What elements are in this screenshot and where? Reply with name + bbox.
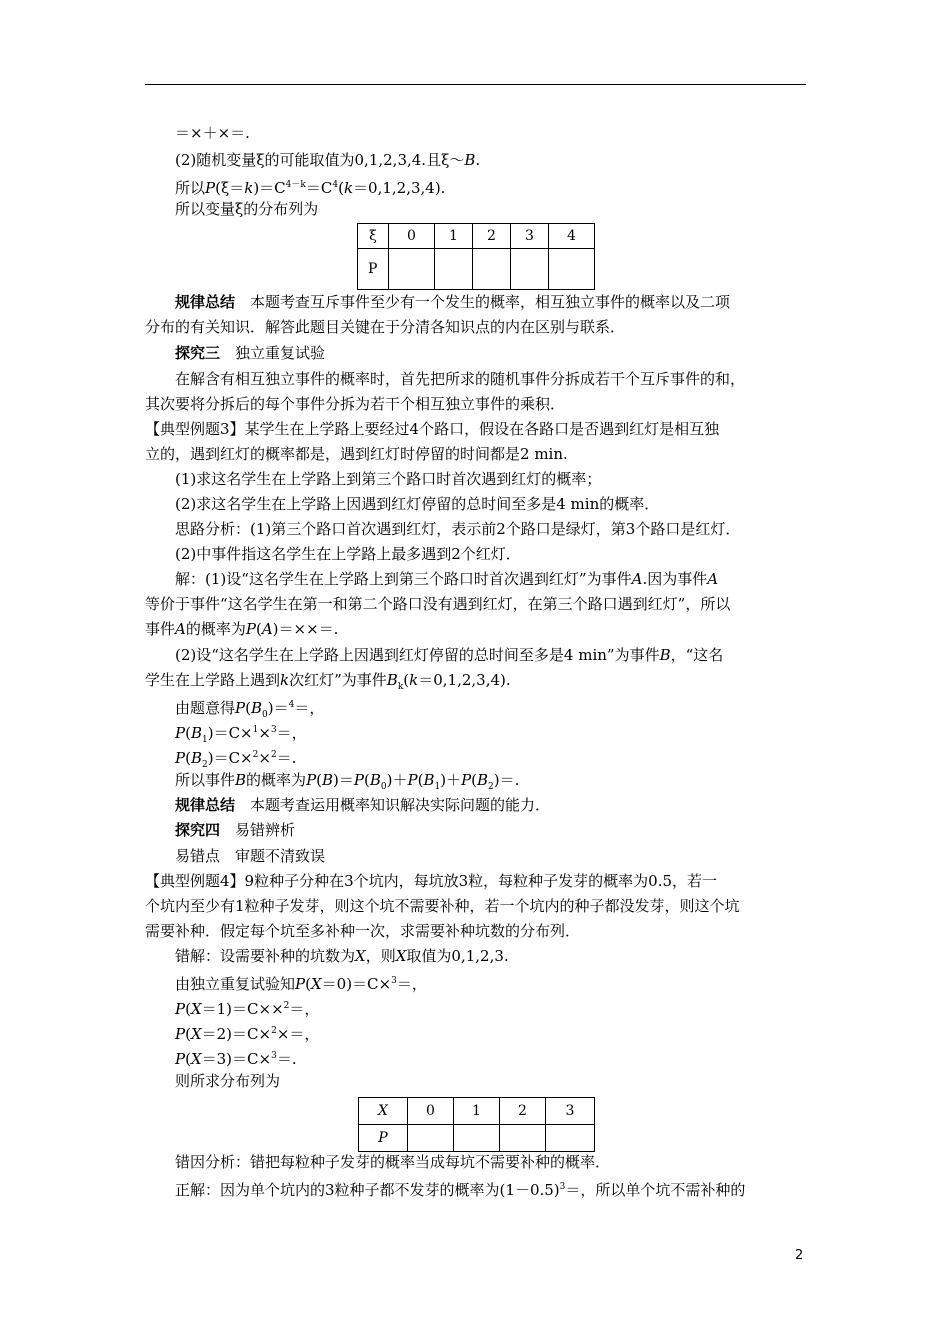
text-line: 需要补种．假定每个坑至多补种一次，求需要补种坑数的分布列． [145, 922, 581, 940]
text-line: 等价于事件“这名学生在第一和第二个路口没有遇到红灯，在第三个路口遇到红灯”，所以 [145, 595, 731, 613]
table-cell: 1 [454, 1098, 500, 1125]
table-cell: P [358, 249, 389, 290]
table-cell [389, 249, 435, 290]
equation-line: 由题意得$P(B_0)=^4=$， [175, 699, 325, 720]
section-heading: 探究四 易错辨析 [175, 821, 296, 839]
table-cell: P [359, 1125, 408, 1152]
equation-line: 所以事件B的概率为$P(B)=P(B_0)+P(B_1)+P(B_2)=$. [175, 771, 520, 792]
table-cell: ξ [358, 224, 389, 249]
text-line: 规律总结 本题考查运用概率知识解决实际问题的能力． [175, 796, 551, 814]
table-cell: 1 [435, 224, 473, 249]
header-rule [145, 84, 806, 85]
table-cell: 3 [546, 1098, 595, 1125]
distribution-table-xi [357, 223, 595, 290]
table-cell [511, 249, 549, 290]
equation-line: P(X＝1)＝C××$^2$＝， [175, 1000, 320, 1018]
table-cell: 2 [473, 224, 511, 249]
rule-summary-heading: 规律总结 [175, 293, 236, 311]
table-cell [473, 249, 511, 290]
table-cell: 3 [511, 224, 549, 249]
table-cell [408, 1125, 454, 1152]
table-cell: X [359, 1098, 408, 1125]
table-cell: 0 [408, 1098, 454, 1125]
distribution-table-x [358, 1097, 595, 1152]
text-line: (2)中事件指这名学生在上学路上最多遇到2个红灯． [175, 545, 521, 563]
text-line: 规律总结 本题考查互斥事件至少有一个发生的概率，相互独立事件的概率以及二项 [175, 293, 731, 311]
text-line: 个坑内至少有1粒种子发芽，则这个坑不需要补种，若一个坑内的种子都没发芽，则这个坑 [145, 897, 740, 915]
text-line: 在解含有相互独立事件的概率时，首先把所求的随机事件分拆成若干个互斥事件的和， [175, 370, 746, 388]
table-cell: 2 [500, 1098, 546, 1125]
text-line: (2)随机变量ξ的可能取值为0,1,2,3,4.且ξ～B. [175, 151, 481, 169]
equation-line: P(X＝3)＝C×$^3$＝. [175, 1050, 297, 1068]
text-line: 其次要将分拆后的每个事件分拆为若干个相互独立事件的乘积． [145, 395, 566, 413]
text-line: 【典型例题3】某学生在上学路上要经过4个路口，假设在各路口是否遇到红灯是相互独 [145, 420, 720, 438]
text-line: ＝×＋×＝. [175, 124, 250, 142]
text-line: 错解：设需要补种的坑数为X，则X取值为0,1,2,3. [175, 947, 509, 965]
text-line: 所以变量ξ的分布列为 [175, 200, 319, 218]
equation-line: $P(B_1)=C\times^1\times^3=$， [175, 724, 307, 745]
text-line: 易错点 审题不清致误 [175, 847, 326, 865]
section-heading: 探究三 独立重复试验 [175, 344, 326, 362]
table-cell [435, 249, 473, 290]
table-cell: 0 [389, 224, 435, 249]
table-cell [454, 1125, 500, 1152]
text-line: 所以$P(\xi=k)=C^{4-k}=C^4(k=0,1,2,3,4)$. [175, 179, 446, 197]
text-line: 事件A的概率为P(A)＝××＝. [145, 620, 339, 638]
text-line: (2)求这名学生在上学路上因遇到红灯停留的总时间至多是4 min的概率． [175, 495, 660, 513]
text-line: 正解：因为单个坑内的3粒种子都不发芽的概率为$(1-0.5)^3=$，所以单个坑不需补种的 [175, 1181, 746, 1199]
text-line: (1)求这名学生在上学路上到第三个路口时首次遇到红灯的概率； [175, 470, 602, 488]
text-line: 立的，遇到红灯的概率都是，遇到红灯时停留的时间都是2 min. [145, 445, 568, 463]
table-cell [546, 1125, 595, 1152]
rule-summary-heading: 规律总结 [175, 796, 236, 814]
text-line: 【典型例题4】9粒种子分种在3个坑内，每坑放3粒，每粒种子发芽的概率为0.5，若一 [145, 872, 718, 890]
text-line: 思路分析：(1)第三个路口首次遇到红灯，表示前2个路口是绿灯，第3个路口是红灯． [175, 520, 741, 538]
equation-line: P(X＝2)＝C×$^2$×＝， [175, 1025, 320, 1043]
text-line: (2)设“这名学生在上学路上因遇到红灯停留的总时间至多是4 min”为事件B，“这名 [175, 646, 724, 664]
text-line: 错因分析：错把每粒种子发芽的概率当成每坑不需要补种的概率． [175, 1153, 611, 1171]
text-line: 解：(1)设“这名学生在上学路上到第三个路口时首次遇到红灯”为事件A.因为事件A [175, 570, 719, 588]
equation-line: $P(B_2)=C\times^2\times^2=$. [175, 749, 297, 770]
text-line: 则所求分布列为 [175, 1072, 281, 1090]
table-cell [549, 249, 595, 290]
page-number: 2 [795, 1248, 804, 1263]
equation-line: 由独立重复试验知P(X＝0)＝C×$^3$＝， [175, 975, 427, 993]
table-cell [500, 1125, 546, 1152]
text-line: 分布的有关知识．解答此题目关键在于分清各知识点的内在区别与联系． [145, 318, 626, 336]
table-cell: 4 [549, 224, 595, 249]
text-line: 学生在上学路上遇到k次红灯”为事件$B_k(k=0,1,2,3,4)$. [145, 671, 511, 692]
